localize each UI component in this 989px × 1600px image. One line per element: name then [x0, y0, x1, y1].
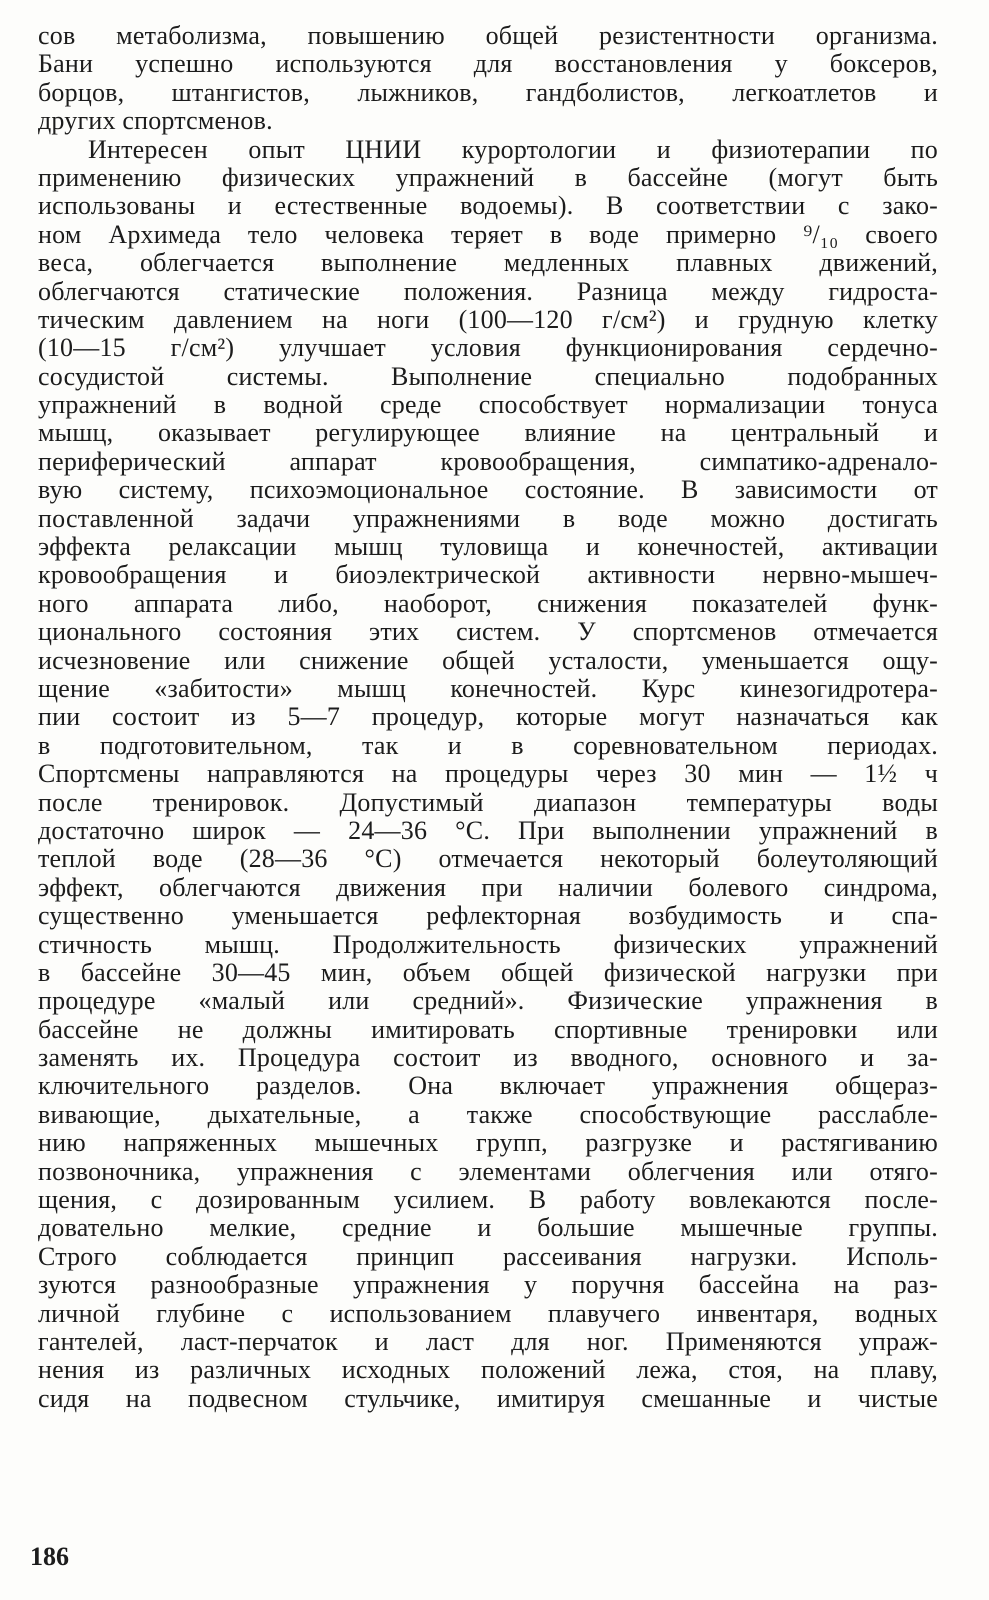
- text-line: в подготовительном, так и в соревновательном периодах.: [38, 730, 938, 760]
- text-line: зуются разнообразные упражнения у поручня бассейна на раз-: [38, 1270, 938, 1300]
- text-line: мышц, оказывает регулирующее влияние на центральный и: [38, 418, 938, 448]
- text-line: применению физических упражнений в бассейне (могут быть: [38, 162, 938, 192]
- text-line: Строго соблюдается принцип рассеивания нагрузки. Исполь-: [38, 1241, 938, 1271]
- text-line: сидя на подвесном стульчике, имитируя смешанные и чистые: [38, 1383, 938, 1413]
- text-line: существенно уменьшается рефлекторная возбудимость и спа-: [38, 901, 938, 931]
- text-line: вую систему, психоэмоциональное состояние. В зависимости от: [38, 475, 938, 505]
- text-line: нию напряженных мышечных групп, разгрузке и растягиванию: [38, 1128, 938, 1158]
- text-line: щения, с дозированным усилием. В работу вовлекаются после-: [38, 1185, 938, 1215]
- text-line: после тренировок. Допустимый диапазон температуры воды: [38, 787, 938, 817]
- text-line: в бассейне 30—45 мин, объем общей физической нагрузки при: [38, 957, 938, 987]
- text-line: ключительного разделов. Она включает упражнения общераз-: [38, 1071, 938, 1101]
- text-line: гантелей, ласт-перчаток и ласт для ног. Применяются упраж-: [38, 1326, 938, 1356]
- text-line: поставленной задачи упражнениями в воде можно достигать: [38, 503, 938, 533]
- text-line: сов метаболизма, повышению общей резистентности организма.: [38, 21, 938, 50]
- text-line: щение «забитости» мышц конечностей. Курс кинезогидротера-: [38, 673, 938, 703]
- text-line: пии состоит из 5—7 процедур, которые могут назначаться как: [38, 702, 938, 732]
- text-line: сосудистой системы. Выполнение специально подобранных: [38, 361, 938, 391]
- text-line: достаточно широк — 24—36 °С. При выполнении упражнений в: [38, 815, 938, 845]
- text-line: заменять их. Процедура состоит из вводного, основного и за-: [38, 1043, 938, 1073]
- body-text: [38, 22, 938, 1413]
- text-line: (10—15 г/см²) улучшает условия функционирования сердечно-: [38, 333, 938, 363]
- text-line: тическим давлением на ноги (100—120 г/см²) и грудную клетку: [38, 304, 938, 334]
- text-line: теплой воде (28—36 °С) отмечается некоторый болеутоляющий: [38, 844, 938, 874]
- text-line: веса, облегчается выполнение медленных плавных движений,: [38, 248, 938, 278]
- text-line: позвоночника, упражнения с элементами облегчения или отяго-: [38, 1156, 938, 1186]
- text-line: Спортсмены направляются на процедуры через 30 мин — 1½ ч: [38, 759, 938, 789]
- text-line: стичность мышц. Продолжительность физических упражнений: [38, 929, 938, 959]
- text-line: довательно мелкие, средние и большие мышечные группы.: [38, 1213, 938, 1243]
- text-line: других спортсменов.: [38, 106, 273, 136]
- text-line: процедуре «малый или средний». Физические упражнения в: [38, 986, 938, 1016]
- text-line: бассейне не должны имитировать спортивные тренировки или: [38, 1014, 938, 1044]
- text-line: использованы и естественные водоемы). В соответствии с зако-: [38, 191, 938, 221]
- text-line: нения из различных исходных положений лежа, стоя, на плаву,: [38, 1355, 938, 1385]
- text-line: борцов, штангистов, лыжников, гандболистов, легкоатлетов и: [38, 77, 938, 107]
- text-line: Бани успешно используются для восстановления у боксеров,: [38, 49, 938, 79]
- page-number: 186: [30, 1542, 69, 1571]
- text-line: ного аппарата либо, наоборот, снижения показателей функ-: [38, 588, 938, 618]
- text-line: исчезновение или снижение общей усталости, уменьшается ощу-: [38, 645, 938, 675]
- text-line: эффекта релаксации мышц туловища и конечностей, активации: [38, 532, 938, 562]
- text-line: эффект, облегчаются движения при наличии болевого синдрома,: [38, 872, 938, 902]
- text-line: упражнений в водной среде способствует нормализации тонуса: [38, 390, 938, 420]
- text-line: ционального состояния этих систем. У спортсменов отмечается: [38, 617, 938, 647]
- text-line: облегчаются статические положения. Разница между гидроста-: [38, 276, 938, 306]
- text-line: ном Архимеда тело человека теряет в воде примерно ⁹/₁₀ своего: [38, 219, 938, 249]
- text-line: личной глубине с использованием плавучего инвентаря, водных: [38, 1298, 938, 1328]
- text-line: Интересен опыт ЦНИИ курортологии и физиотерапии по: [88, 134, 938, 164]
- text-line: кровообращения и биоэлектрической активности нервно-мышеч-: [38, 560, 938, 590]
- text-line: вивающие, дыхательные, а также способствующие расслабле-: [38, 1099, 938, 1129]
- text-line: периферический аппарат кровообращения, симпатико-адренало-: [38, 446, 938, 476]
